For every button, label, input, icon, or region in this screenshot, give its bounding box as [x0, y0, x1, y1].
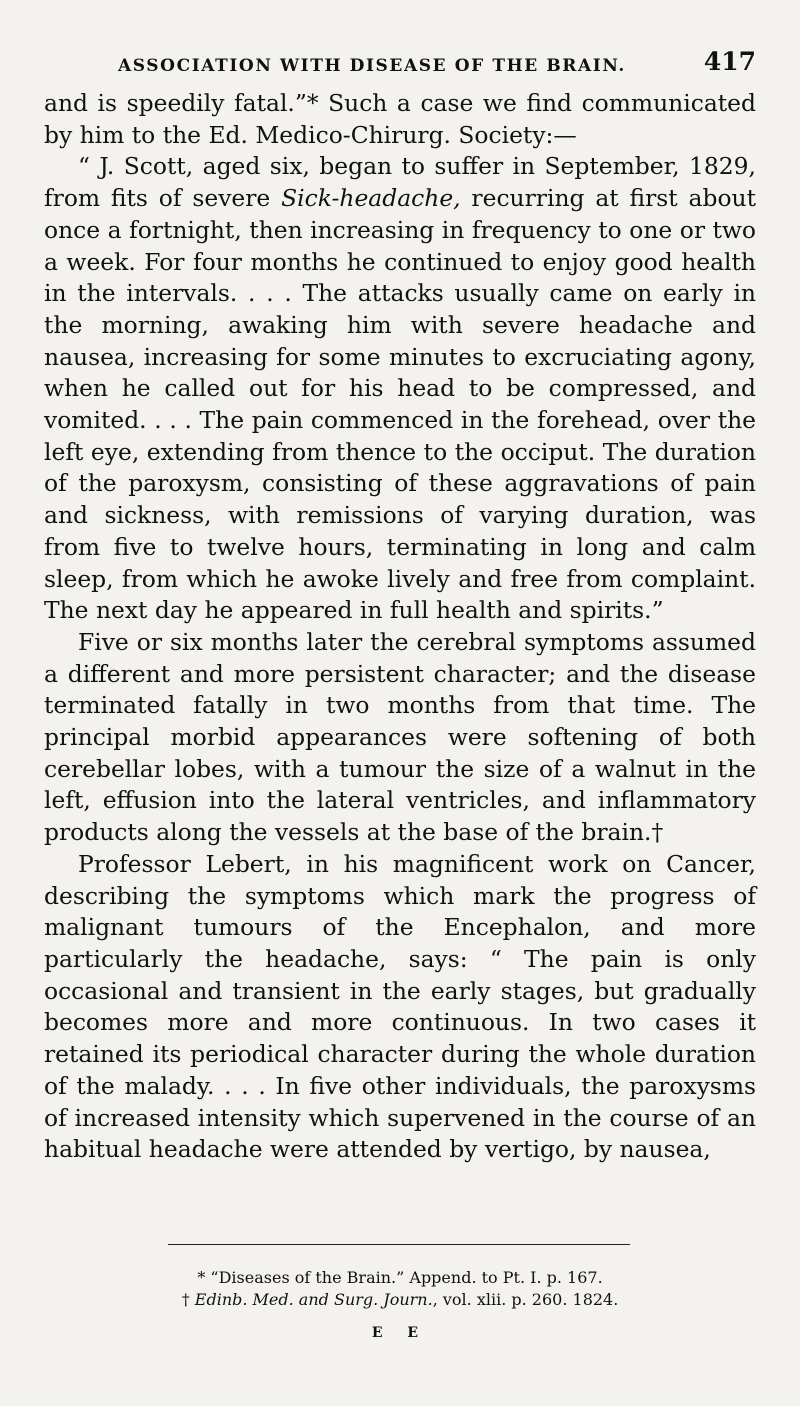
running-head: ASSOCIATION WITH DISEASE OF THE BRAIN.: [118, 56, 626, 76]
footnote-2: [0, 1289, 800, 1311]
footnote-rule: [168, 1244, 630, 1245]
paragraph-lebert: Professor Lebert, in his magnificent work on Cancer, describing the symptoms which mark the progress of malignant tumours of the Encephalon, and more particularly the headache, says: “ The pain is only occasional and transient in the early stages, but gradually becomes more and more continuous. In two cases it retained its periodical character during the whole duration of the malady. . . . In five other individuals, the paroxysms of increased intensity which supervened in the course of an habitual headache were attended by vertigo, by nausea,: [44, 849, 756, 1164]
footnotes: [0, 1267, 800, 1311]
page-header: [118, 36, 756, 76]
footnote-1: * “Diseases of the Brain.” Append. to Pt. I. p. 167.: [197, 1268, 603, 1287]
page-number: 417: [703, 47, 756, 76]
body-text: [44, 88, 756, 1166]
quote-text-start: “ J. Scott, aged six, began to suffer in September, 1829, from fits of severe: [44, 152, 756, 213]
paragraph-continuation: and is speedily fatal.”* Such a case we find communicated by him to the Ed. Medico-Chirurg. Society:—: [44, 89, 756, 149]
paragraph-later-symptoms: Five or six months later the cerebral symptoms assumed a different and more persistent character; and the disease terminated fatally in two months from that time. The principal morbid appearances were softening of both cerebellar lobes, with a tumour the size of a walnut in the left, effusion into the lateral ventricles, and inflammatory products along the vessels at the base of the brain.†: [44, 627, 756, 847]
paragraph-case-quote: [44, 151, 756, 627]
signature-mark: E E: [371, 1325, 429, 1341]
quote-italic-term: Sick-headache,: [281, 184, 461, 213]
footnote-2-rest: , vol. xlii. p. 260. 1824.: [432, 1290, 619, 1309]
footnote-2-journal: Edinb. Med. and Surg. Journ.: [194, 1290, 433, 1309]
footnote-2-mark: †: [181, 1290, 195, 1309]
quote-text-rest: recurring at first about once a fortnight, then increasing in frequency to one or two a week. For four months he continued to enjoy good health in the intervals. . . . The attacks usually came on early in the morning, awaking him with severe headache and nausea, increasing for some minutes to excruciating agony, when he called out for his head to be compressed, and vomited. . . . The pain commenced in the forehead, over the left eye, extending from thence to the occiput. The duration of the paroxysm, consisting of these aggravations of pain and sickness, with remissions of varying duration, was from five to twelve hours, terminating in long and calm sleep, from which he awoke lively and free from complaint. The next day he appeared in full health and spirits.”: [44, 184, 756, 625]
